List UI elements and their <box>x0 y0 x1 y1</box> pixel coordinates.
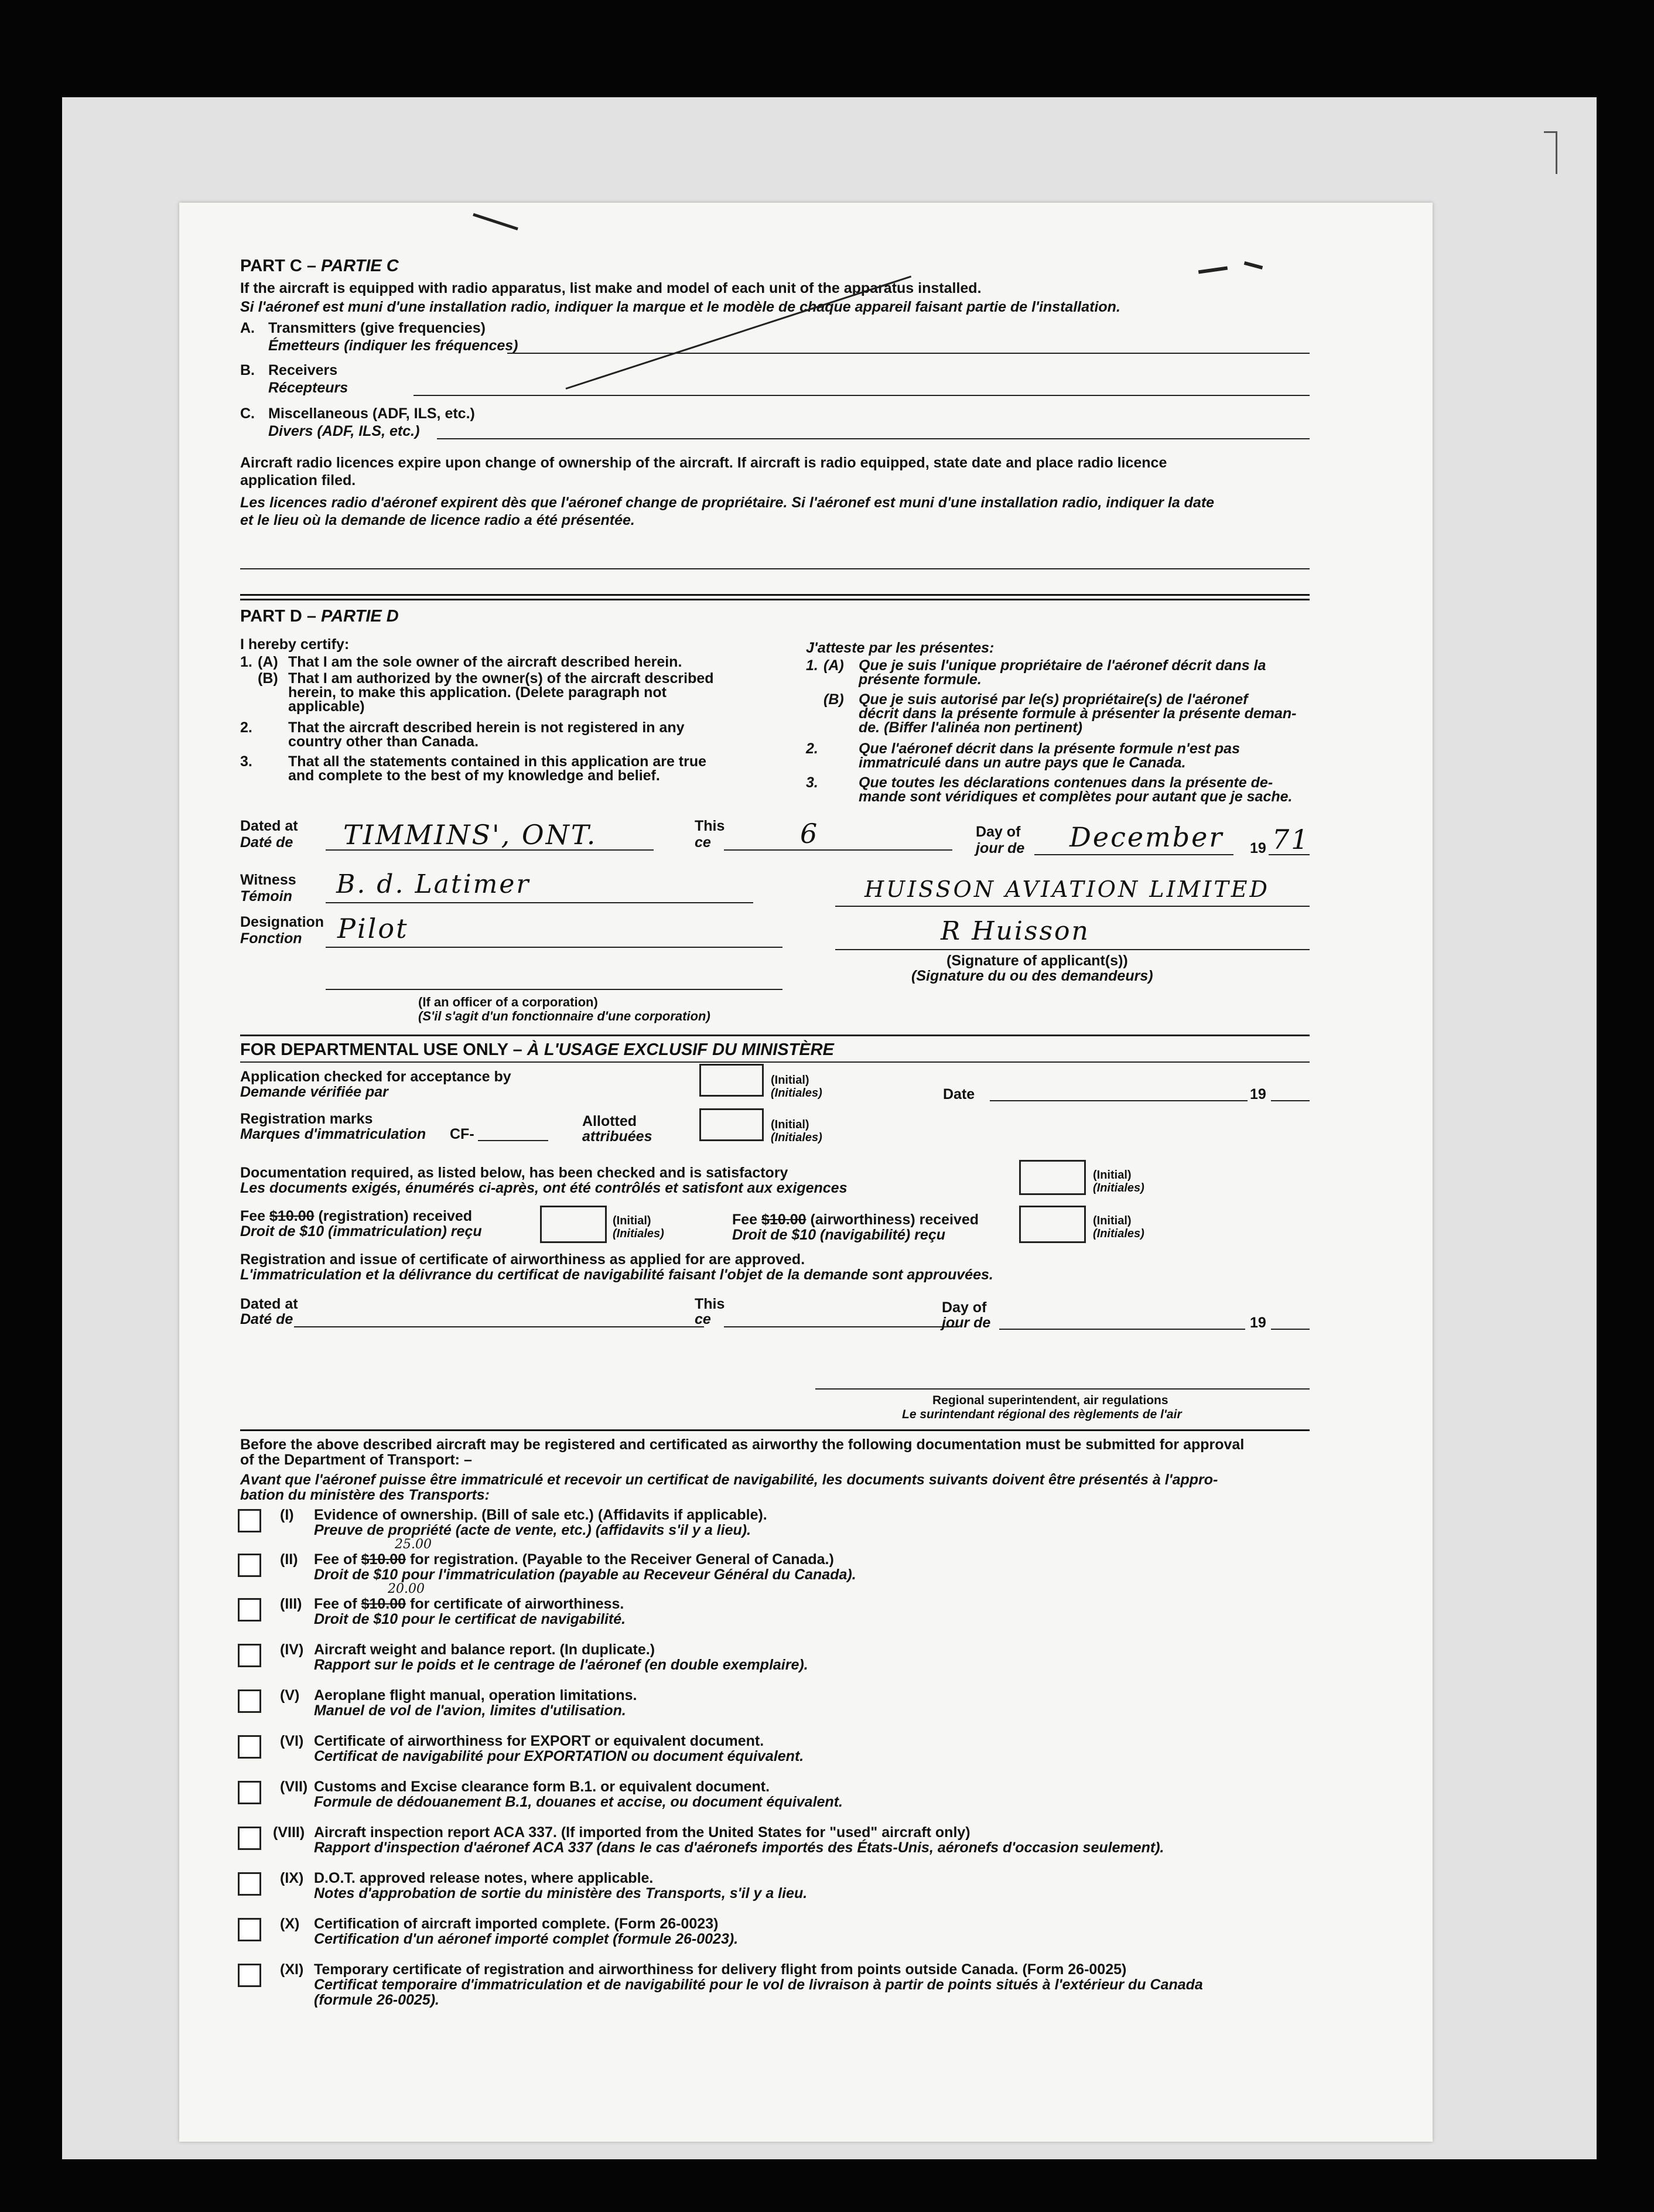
doc-item-en: Aeroplane flight manual, operation limitations. <box>314 1687 637 1704</box>
witness-signature[interactable]: B. d. Latimer <box>336 869 531 899</box>
initial-label-fr: (Initiales) <box>613 1227 664 1240</box>
year-line <box>1269 854 1310 855</box>
handwritten-mark <box>1244 261 1263 269</box>
this-label-fr: ce <box>695 834 711 851</box>
initial-label-en: (Initial) <box>771 1074 809 1087</box>
initial-label-en: (Initial) <box>1093 1214 1132 1227</box>
approved-en: Registration and issue of certificate of airworthiness as applied for are approved. <box>240 1251 805 1268</box>
doc-item-en: Evidence of ownership. (Bill of sale etc.) (Affidavits if applicable). <box>314 1507 767 1523</box>
docs-intro-en-1: Before the above described aircraft may be registered and certificated as airworthy the following documentation must be submitted for approval <box>240 1436 1245 1453</box>
docs-intro-en-2: of the Department of Transport: – <box>240 1452 472 1468</box>
doc-item-fr: Droit de $10 pour l'immatriculation (payable au Receveur Général du Canada). <box>314 1566 856 1583</box>
doc-item-numeral: (IX) <box>280 1870 304 1886</box>
dept-dated-label-fr: Daté de <box>240 1311 293 1327</box>
marks-prefix: CF- <box>450 1126 474 1142</box>
docs-rule <box>240 1429 1310 1431</box>
part-d-rule <box>240 599 1310 600</box>
transmitters-label-fr: Émetteurs (indiquer les fréquences) <box>268 337 518 354</box>
fee-registration-fr: Droit de $10 (immatriculation) reçu <box>240 1223 482 1240</box>
superintendent-caption-fr: Le surintendant régional des règlements de l'air <box>902 1408 1182 1421</box>
superintendent-signature-line <box>815 1388 1310 1390</box>
initial-label-fr: (Initiales) <box>1093 1227 1144 1240</box>
certify-1a-en: That I am the sole owner of the aircraft described herein. <box>288 654 682 670</box>
dated-at-label-en: Dated at <box>240 818 298 834</box>
doc-checkbox-customs-clearance[interactable] <box>238 1781 261 1804</box>
witness-label-en: Witness <box>240 872 296 888</box>
checked-initial-box[interactable] <box>699 1064 764 1097</box>
licence-note-en-2: application filed. <box>240 472 356 489</box>
applicant-name-field[interactable]: HUISSON AVIATION LIMITED <box>864 876 1270 902</box>
doc-item-en: D.O.T. approved release notes, where applicable. <box>314 1870 654 1886</box>
scan-mount <box>62 97 1597 2159</box>
licence-date-line <box>240 568 1310 569</box>
misc-label-fr: Divers (ADF, ILS, etc.) <box>268 423 420 439</box>
doc-item-en: Aircraft weight and balance report. (In duplicate.) <box>314 1641 655 1658</box>
certify-fr: J'atteste par les présentes: <box>806 640 995 656</box>
part-c-intro-fr: Si l'aéronef est muni d'une installation radio, indiquer la marque et le modèle de chaque appareil faisant partie de l'installation. <box>240 299 1120 315</box>
receivers-label-en: Receivers <box>268 362 338 378</box>
certify-item-num: 2. <box>240 719 252 736</box>
doc-item-numeral: (VIII) <box>273 1824 305 1841</box>
signature-line <box>835 949 1310 950</box>
initial-label-en: (Initial) <box>613 1214 651 1227</box>
doc-item-numeral: (I) <box>280 1507 294 1523</box>
designation-field[interactable]: Pilot <box>337 913 409 944</box>
licence-note-fr-1: Les licences radio d'aéronef expirent dès que l'aéronef change de propriétaire. Si l'aéronef est muni d'une installation radio, indiquer la date <box>240 494 1215 511</box>
doc-checkbox-ownership[interactable] <box>238 1509 261 1532</box>
certify-1b-fr-line: de. (Biffer l'alinéa non pertinent) <box>859 719 1082 736</box>
year-prefix: 19 <box>1250 840 1266 856</box>
doc-item-numeral: (XI) <box>280 1961 304 1978</box>
fee-airworthiness-initial-box[interactable] <box>1019 1206 1086 1243</box>
doc-item-en: Certificate of airworthiness for EXPORT or equivalent document. <box>314 1733 764 1749</box>
initial-label-fr: (Initiales) <box>1093 1182 1144 1194</box>
dated-at-field[interactable]: TIMMINS', ONT. <box>343 819 597 851</box>
doc-checkbox-airworthiness-fee[interactable] <box>238 1598 261 1622</box>
certify-3-fr-line: Que toutes les déclarations contenues dans la présente de- <box>859 774 1273 791</box>
initial-label-fr: (Initiales) <box>771 1131 822 1144</box>
licence-note-en-1: Aircraft radio licences expire upon change of ownership of the aircraft. If aircraft is radio equipped, state date and place radio licence <box>240 455 1167 471</box>
receivers-label-fr: Récepteurs <box>268 380 348 396</box>
doc-item-fr: Notes d'approbation de sortie du ministère des Transports, s'il y a lieu. <box>314 1885 808 1902</box>
month-field[interactable]: December <box>1069 821 1224 853</box>
day-of-label-en: Day of <box>976 824 1021 840</box>
certify-3-fr-line: mande sont véridiques et complètes pour autant que je sache. <box>859 788 1293 805</box>
mount-corner-mark <box>1544 131 1557 174</box>
allotted-label-fr: attribuées <box>582 1128 652 1145</box>
dept-year-prefix: 19 <box>1250 1315 1266 1331</box>
certify-2-fr-line: immatriculé dans un autre pays que le Canada. <box>859 755 1186 771</box>
certify-1b-en-line: herein, to make this application. (Delete paragraph not <box>288 684 667 701</box>
doc-checkbox-import-certification[interactable] <box>238 1918 261 1941</box>
certify-en: I hereby certify: <box>240 636 350 653</box>
doc-item-en: Customs and Excise clearance form B.1. or equivalent document. <box>314 1779 770 1795</box>
doc-checkbox-temporary-certificate[interactable] <box>238 1964 261 1987</box>
dept-dated-line <box>294 1326 704 1327</box>
signature-caption-en: (Signature of applicant(s)) <box>946 953 1128 969</box>
item-letter: B. <box>240 362 255 378</box>
dept-this-label-en: This <box>695 1296 725 1312</box>
fee-airworthiness-fr: Droit de $10 (navigabilité) reçu <box>732 1227 945 1243</box>
doc-item-numeral: (VII) <box>280 1779 308 1795</box>
checked-date-label: Date <box>943 1086 975 1102</box>
certify-item-num: 2. <box>806 740 818 757</box>
certify-3-en-line: That all the statements contained in this application are true <box>288 753 707 770</box>
receivers-line <box>414 395 1310 396</box>
misc-line <box>437 438 1310 439</box>
handwritten-fee-note: 20.00 <box>388 1582 425 1596</box>
certify-item-num: 1. <box>806 657 818 674</box>
certify-1b-en-line: applicable) <box>288 698 365 715</box>
applicant-signature[interactable]: R Huisson <box>941 916 1090 946</box>
certify-1b-fr-line: Que je suis autorisé par le(s) propriétaire(s) de l'aéronef <box>859 691 1248 708</box>
doc-item-fr: Droit de $10 pour le certificat de navigabilité. <box>314 1611 626 1627</box>
dept-year-line <box>1271 1329 1310 1330</box>
doc-item-numeral: (VI) <box>280 1733 304 1749</box>
doc-item-numeral: (IV) <box>280 1641 304 1658</box>
dept-dayof-label-fr: jour de <box>942 1315 991 1331</box>
doc-item-fr: Rapport sur le poids et le centrage de l'aéronef (en double exemplaire). <box>314 1657 808 1673</box>
docs-initial-box[interactable] <box>1019 1160 1086 1195</box>
officer-caption-fr: (S'il s'agit d'un fonctionnaire d'une corporation) <box>418 1009 710 1023</box>
dept-heading: FOR DEPARTMENTAL USE ONLY – À L'USAGE EXCLUSIF DU MINISTÈRE <box>240 1040 834 1059</box>
docs-intro-fr-1: Avant que l'aéronef puisse être immatriculé et recevoir un certificat de navigabilité, les documents suivants doivent être présentés à l'appro- <box>240 1472 1218 1488</box>
designation-line <box>326 947 782 948</box>
certify-2-fr-line: Que l'aéronef décrit dans la présente formule n'est pas <box>859 740 1240 757</box>
day-of-label-fr: jour de <box>976 840 1025 856</box>
dept-dated-label-en: Dated at <box>240 1296 298 1312</box>
certify-2-en-line: country other than Canada. <box>288 733 479 750</box>
month-line <box>1034 854 1233 855</box>
certify-item-num: 3. <box>806 774 818 791</box>
certify-item-sub: (A) <box>258 654 278 670</box>
misc-label-en: Miscellaneous (ADF, ILS, etc.) <box>268 405 475 422</box>
checked-label-en: Application checked for acceptance by <box>240 1069 511 1085</box>
day-line <box>724 849 952 851</box>
doc-item-numeral: (X) <box>280 1916 300 1932</box>
part-c-heading: PART C – PARTIE C <box>240 257 399 275</box>
fee-airworthiness-en: Fee $10.00 (airworthiness) received <box>732 1211 979 1228</box>
part-d-rule <box>240 594 1310 596</box>
doc-item-numeral: (III) <box>280 1596 302 1612</box>
dept-dayof-label-en: Day of <box>942 1299 987 1316</box>
doc-item-en: Aircraft inspection report ACA 337. (If imported from the United States for "used" aircraft only) <box>314 1824 970 1841</box>
signature-caption-fr: (Signature du ou des demandeurs) <box>911 968 1153 984</box>
certify-2-en-line: That the aircraft described herein is not registered in any <box>288 719 685 736</box>
doc-checkbox-release-notes[interactable] <box>238 1872 261 1896</box>
certify-3-en-line: and complete to the best of my knowledge and belief. <box>288 767 660 784</box>
officer-caption-en: (If an officer of a corporation) <box>418 995 598 1009</box>
doc-item-fr: Preuve de propriété (acte de vente, etc.) (affidavits s'il y a lieu). <box>314 1522 751 1538</box>
doc-checkbox-weight-balance[interactable] <box>238 1644 261 1667</box>
doc-item-fr: Certificat temporaire d'immatriculation et de navigabilité pour le vol de livraison à partir de points situés à l'extérieur du Canada <box>314 1977 1203 1993</box>
doc-item-fr: Certificat de navigabilité pour EXPORTATION ou document équivalent. <box>314 1748 804 1764</box>
certify-item-sub: (B) <box>258 670 278 687</box>
transmitters-label-en: Transmitters (give frequencies) <box>268 320 486 336</box>
marks-label-fr: Marques d'immatriculation <box>240 1126 426 1142</box>
initial-label-en: (Initial) <box>771 1118 809 1131</box>
certify-item-sub: (A) <box>823 657 844 674</box>
doc-item-fr: Certification d'un aéronef importé complet (formule 26-0023). <box>314 1931 739 1947</box>
doc-item-numeral: (V) <box>280 1687 300 1704</box>
part-d-heading: PART D – PARTIE D <box>240 607 399 626</box>
checked-label-fr: Demande vérifiée par <box>240 1084 388 1100</box>
dept-day-line <box>724 1326 958 1327</box>
dept-this-label-fr: ce <box>695 1311 711 1327</box>
doc-item-en: Fee of $10.00 for certificate of airworthiness. <box>314 1596 624 1612</box>
dept-month-line <box>999 1329 1245 1330</box>
marks-line <box>478 1140 548 1141</box>
doc-item-en: Certification of aircraft imported complete. (Form 26-0023) <box>314 1916 719 1932</box>
dept-rule <box>240 1035 1310 1036</box>
checked-date-line <box>990 1100 1248 1101</box>
transmitters-line <box>507 353 1310 354</box>
checked-year-prefix: 19 <box>1250 1086 1266 1102</box>
docs-intro-fr-2: bation du ministère des Transports: <box>240 1487 490 1503</box>
handwritten-mark <box>1198 267 1228 274</box>
handwritten-fee-note: 25.00 <box>395 1537 432 1552</box>
designation-label-en: Designation <box>240 914 324 930</box>
item-letter: A. <box>240 320 255 336</box>
doc-checkbox-flight-manual[interactable] <box>238 1689 261 1713</box>
year-field[interactable]: 71 <box>1272 824 1310 855</box>
certify-item-sub: (B) <box>823 691 844 708</box>
witness-line <box>326 902 753 903</box>
approved-fr: L'immatriculation et la délivrance du certificat de navigabilité faisant l'objet de la demande sont approuvées. <box>240 1267 993 1283</box>
doc-checkbox-inspection-report[interactable] <box>238 1827 261 1850</box>
doc-item-fr: Formule de dédouanement B.1, douanes et accise, ou document équivalent. <box>314 1794 843 1810</box>
certify-1b-en-line: That I am authorized by the owner(s) of the aircraft described <box>288 670 714 687</box>
doc-checkbox-export-certificate[interactable] <box>238 1735 261 1759</box>
certify-1a-fr-line: Que je suis l'unique propriétaire de l'aéronef décrit dans la <box>859 657 1266 674</box>
marks-label-en: Registration marks <box>240 1111 373 1127</box>
certify-item-num: 1. <box>240 654 252 670</box>
item-letter: C. <box>240 405 255 422</box>
fee-registration-initial-box[interactable] <box>540 1206 607 1243</box>
officer-line <box>326 989 782 990</box>
day-field[interactable]: 6 <box>800 818 819 849</box>
doc-item-fr: Manuel de vol de l'avion, limites d'utilisation. <box>314 1702 626 1719</box>
checked-year-line <box>1271 1100 1310 1101</box>
dated-at-label-fr: Daté de <box>240 834 293 851</box>
marks-initial-box[interactable] <box>699 1108 764 1141</box>
doc-checkbox-registration-fee[interactable] <box>238 1554 261 1577</box>
this-label-en: This <box>695 818 725 834</box>
designation-label-fr: Fonction <box>240 930 302 947</box>
fee-registration-en: Fee $10.00 (registration) received <box>240 1208 473 1224</box>
dated-at-line <box>326 849 654 851</box>
initial-label-fr: (Initiales) <box>771 1087 822 1100</box>
doc-item-fr-continued: (formule 26-0025). <box>314 1992 439 2008</box>
certify-1a-fr-line: présente formule. <box>859 671 982 688</box>
handwritten-mark <box>473 213 518 230</box>
doc-item-en: Fee of $10.00 for registration. (Payable to the Receiver General of Canada.) <box>314 1551 834 1568</box>
licence-note-fr-2: et le lieu où la demande de licence radio a été présentée. <box>240 512 635 528</box>
certify-1b-fr-line: décrit dans la présente formule à présenter la présente deman- <box>859 705 1297 722</box>
superintendent-caption-en: Regional superintendent, air regulations <box>932 1394 1168 1407</box>
allotted-label-en: Allotted <box>582 1113 637 1129</box>
witness-label-fr: Témoin <box>240 888 292 904</box>
doc-item-en: Temporary certificate of registration and airworthiness for delivery flight from points outside Canada. (Form 26-0025) <box>314 1961 1127 1978</box>
form-sheet <box>179 203 1433 2142</box>
dept-rule-thin <box>240 1061 1310 1063</box>
part-c-intro-en: If the aircraft is equipped with radio apparatus, list make and model of each unit of the apparatus installed. <box>240 280 982 296</box>
applicant-line <box>835 906 1310 907</box>
doc-item-fr: Rapport d'inspection d'aéronef ACA 337 (dans le cas d'aéronefs importés des États-Unis, aéronefs d'occasion seulement). <box>314 1839 1164 1856</box>
initial-label-en: (Initial) <box>1093 1169 1132 1182</box>
doc-item-numeral: (II) <box>280 1551 298 1568</box>
docs-checked-en: Documentation required, as listed below, has been checked and is satisfactory <box>240 1165 788 1181</box>
certify-item-num: 3. <box>240 753 252 770</box>
docs-checked-fr: Les documents exigés, énumérés ci-après, ont été contrôlés et satisfont aux exigences <box>240 1180 847 1196</box>
